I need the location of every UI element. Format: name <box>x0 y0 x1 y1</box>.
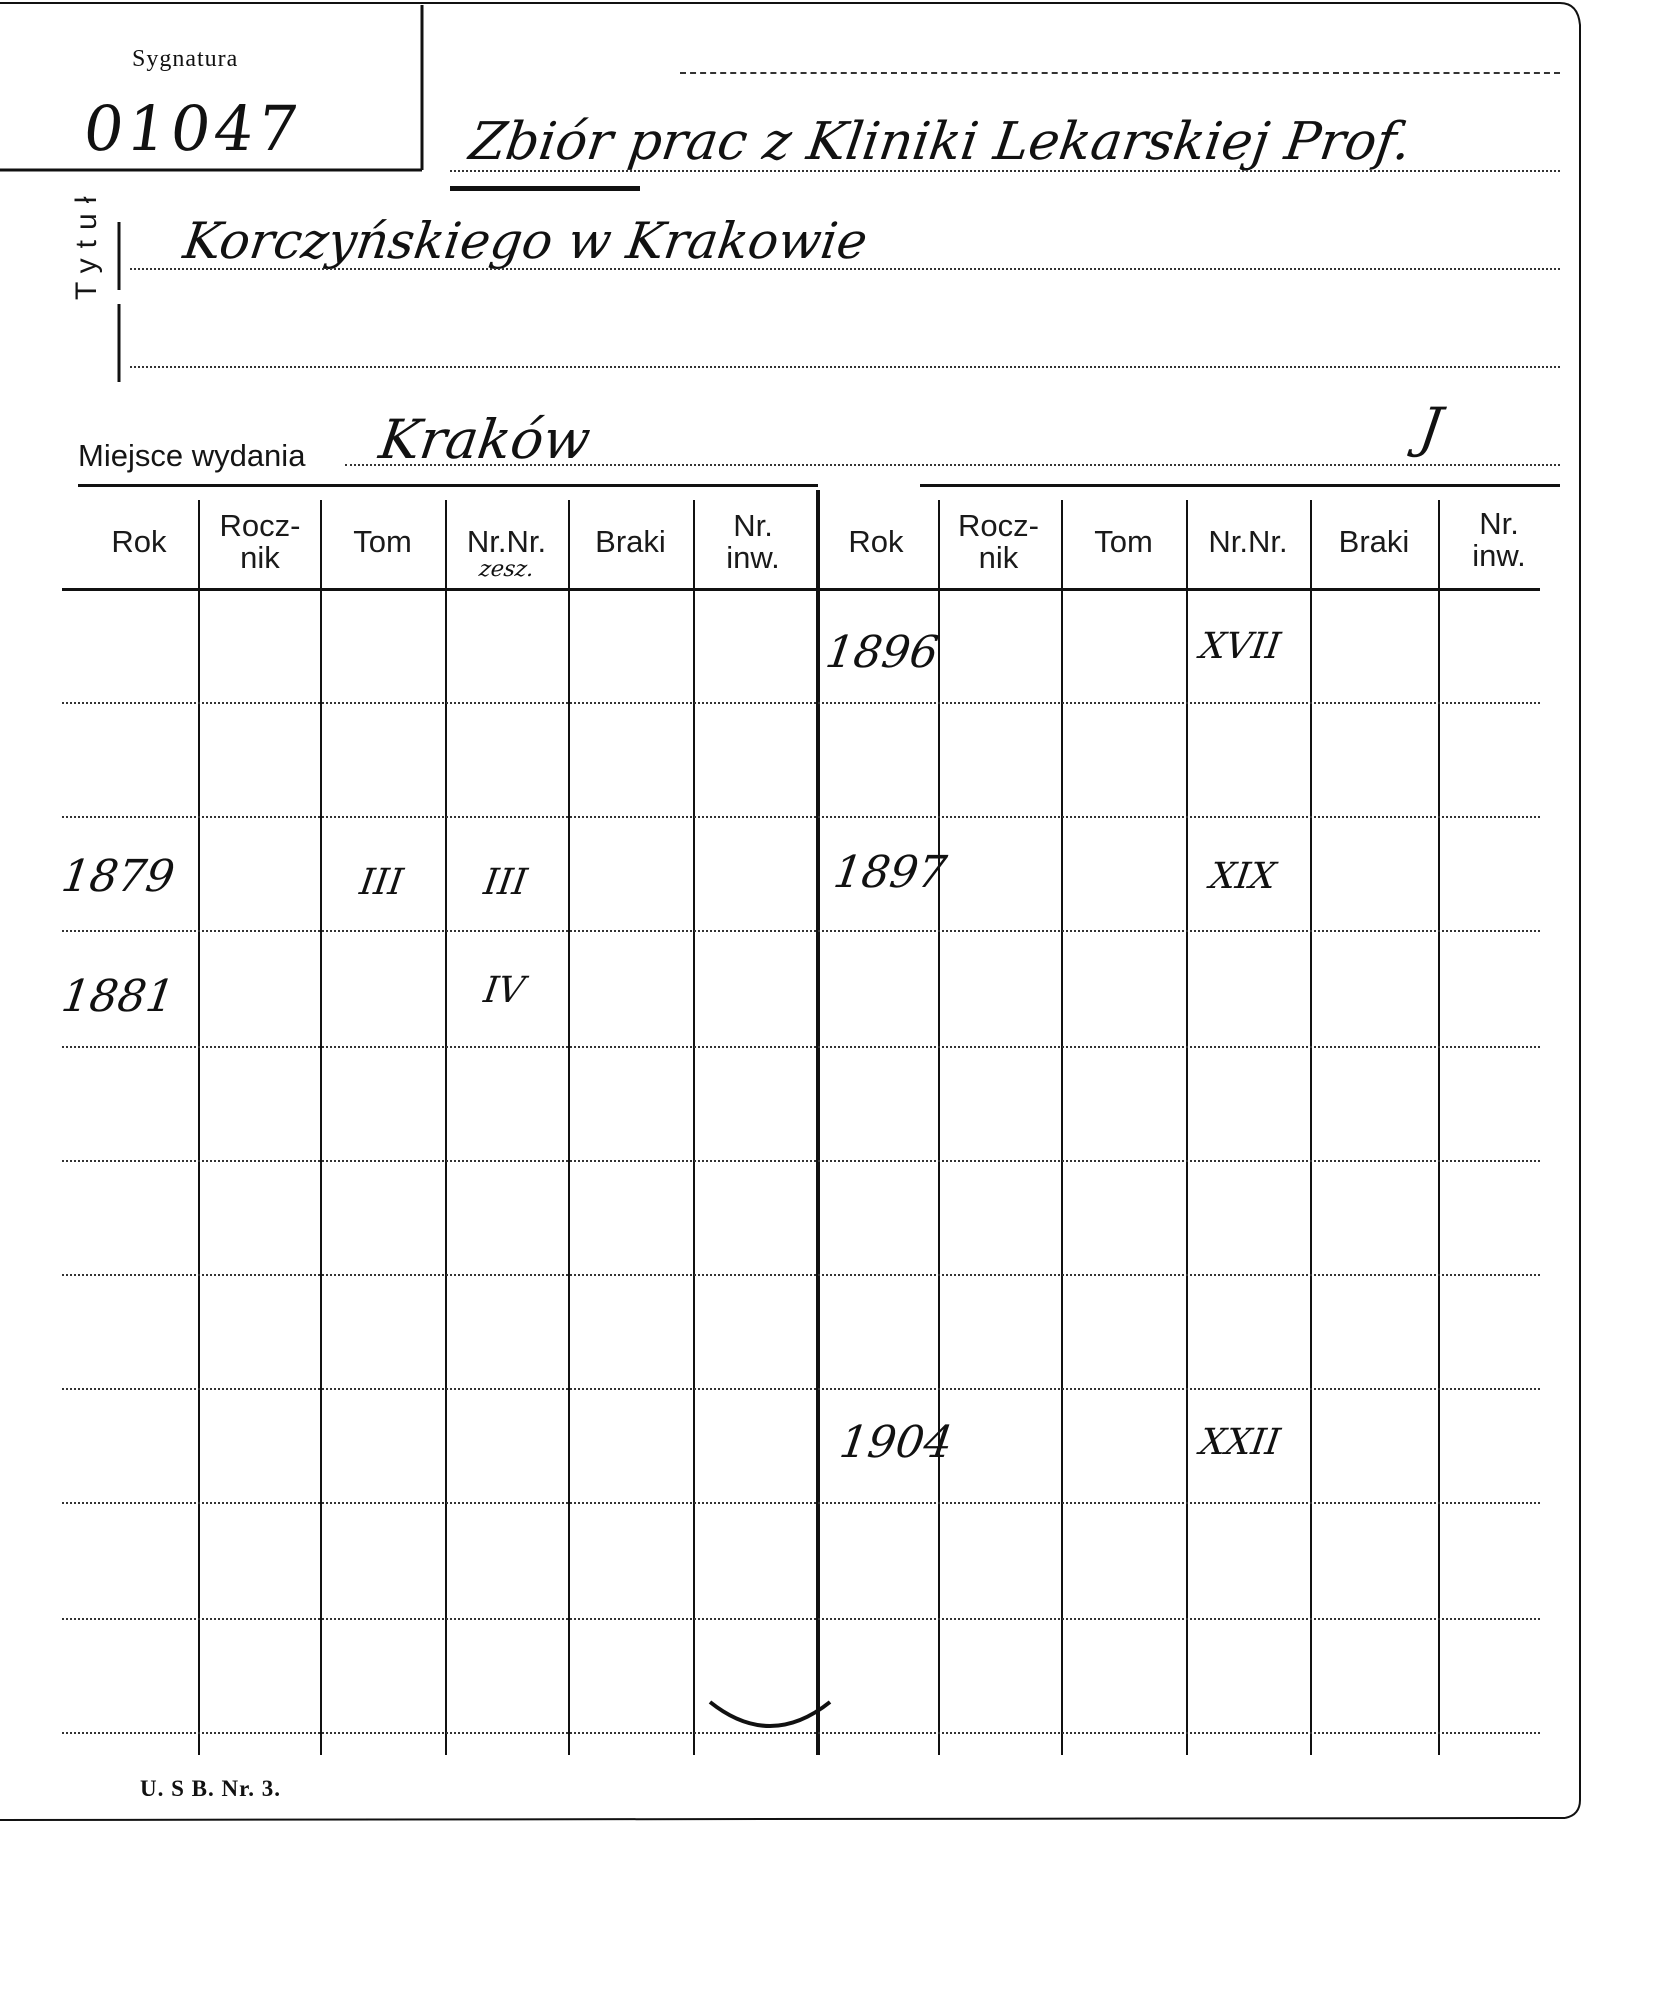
row-sep-3 <box>62 930 1540 932</box>
hdr-nrnr-left: Nr.Nr. zesz. <box>445 526 568 582</box>
hdr-rok-left: Rok <box>111 524 167 559</box>
col-line-9 <box>1186 500 1188 1755</box>
hdr-braki-left: Braki <box>595 524 666 559</box>
hdr-rocznik-right: Rocz- nik <box>958 508 1039 575</box>
right-row-1-rok: 1896 <box>822 627 942 678</box>
row-sep-10 <box>62 1732 1540 1734</box>
row-sep-9 <box>62 1618 1540 1620</box>
col-line-4 <box>568 500 570 1755</box>
title-rule-2 <box>130 268 1560 270</box>
col-line-8 <box>1061 500 1063 1755</box>
right-row-3-rok: 1897 <box>830 847 950 898</box>
col-line-1 <box>198 500 200 1755</box>
miejsce-label: Miejsce wydania <box>78 438 306 473</box>
tytul-label: Tytuł <box>70 186 103 300</box>
col-line-5 <box>693 500 695 1755</box>
table-top-rule-right <box>920 484 1560 487</box>
hdr-tom-right: Tom <box>1094 524 1153 559</box>
hdr-nrinw-left: Nr. inw. <box>726 508 780 575</box>
col-line-center <box>816 490 820 1755</box>
hdr-nrnr-right: Nr.Nr. <box>1208 524 1288 559</box>
title-rule-3 <box>130 366 1560 368</box>
title-underline <box>450 186 640 191</box>
top-dashed-line <box>680 72 1560 74</box>
sygnatura-value: 01047 <box>78 92 307 165</box>
miejsce-value: Kraków <box>375 408 595 471</box>
hdr-nr-sub: zesz. <box>477 557 536 582</box>
title-line-2: Korczyńskiego w Krakowie <box>179 212 871 270</box>
col-line-7 <box>938 500 940 1755</box>
col-line-10 <box>1310 500 1312 1755</box>
hdr-braki-right: Braki <box>1338 524 1410 559</box>
sygnatura-label: Sygnatura <box>132 46 239 72</box>
footer-print-code: U. S B. Nr. 3. <box>140 1776 281 1801</box>
corner-mark: J <box>1415 396 1447 459</box>
row-sep-8 <box>62 1502 1540 1504</box>
left-row-4-nr: IV <box>481 970 528 1011</box>
hdr-rocznik-left: Rocz- nik <box>219 508 301 575</box>
col-line-2 <box>320 500 322 1755</box>
row-sep-1 <box>62 702 1540 704</box>
title-rule-1 <box>450 170 1560 172</box>
hdr-nrinw-right: Nr. inw. <box>1472 506 1526 573</box>
row-sep-6 <box>62 1274 1540 1276</box>
header-bottom-rule <box>62 588 1540 591</box>
miejsce-rule <box>345 464 1560 466</box>
row-sep-4 <box>62 1046 1540 1048</box>
right-row-8-nr: XXII <box>1197 1422 1283 1463</box>
left-row-3-tom: III <box>357 862 406 903</box>
left-row-4-rok: 1881 <box>58 971 178 1022</box>
left-row-3-nr: III <box>481 862 530 903</box>
row-sep-2 <box>62 816 1540 818</box>
title-line-1: Zbiór prac z Kliniki Lekarskiej Prof. <box>465 112 1415 172</box>
col-line-3 <box>445 500 447 1755</box>
row-sep-5 <box>62 1160 1540 1162</box>
right-row-1-nr: XVII <box>1197 626 1284 667</box>
right-row-3-nr: XIX <box>1207 856 1279 897</box>
col-line-11 <box>1438 500 1440 1755</box>
table-top-rule-left <box>78 484 818 487</box>
right-row-8-rok: 1904 <box>836 1417 956 1468</box>
row-sep-7 <box>62 1388 1540 1390</box>
left-row-3-rok: 1879 <box>58 851 178 902</box>
hdr-rok-right: Rok <box>848 524 904 559</box>
hdr-tom-left: Tom <box>353 524 412 559</box>
